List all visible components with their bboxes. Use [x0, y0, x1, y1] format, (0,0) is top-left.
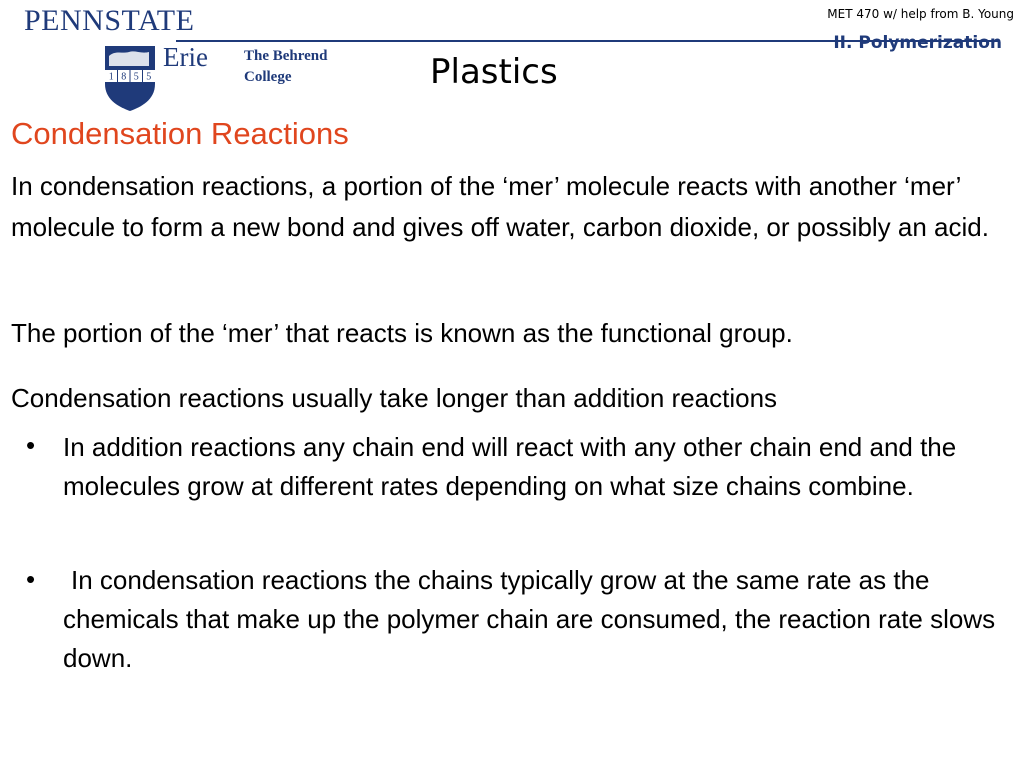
bullet-marker: • [26, 564, 36, 594]
pennstate-logo: PENNSTATE [24, 4, 195, 37]
bullet-item: In addition reactions any chain end will react with any other chain end and the molecules grow at different rates depending on what size chains combine. [63, 432, 957, 501]
paragraph-functional-group: The portion of the ‘mer’ that reacts is known as the functional group. [11, 318, 793, 348]
college-line-1: The Behrend [244, 48, 328, 64]
section-label: II. Polymerization [833, 33, 1002, 53]
shield-digit: 1 [108, 71, 114, 83]
shield-digit: 5 [146, 71, 152, 83]
slide-title: Plastics [430, 52, 558, 92]
shield-digit: 8 [121, 71, 127, 83]
paragraph-intro: In condensation reactions, a portion of the ‘mer’ molecule reacts with another ‘mer’ molecule to form a new bond and gives off water, carbon dioxide, or possibly an acid. [11, 171, 989, 242]
bullet-marker: • [26, 430, 36, 460]
bullet-item: In condensation reactions the chains typically grow at the same rate as the chemicals that make up the polymer chain are consumed, the reaction rate slows down. [63, 565, 996, 673]
shield-digit: 5 [133, 71, 139, 83]
course-label: MET 470 w/ help from B. Young [827, 7, 1014, 21]
paragraph-reaction-speed: Condensation reactions usually take longer than addition reactions [11, 383, 778, 413]
nittany-lion-shield-icon [103, 44, 157, 112]
college-name [244, 46, 328, 88]
college-line-2: College [244, 69, 292, 85]
campus-name: Erie [163, 42, 208, 72]
section-heading: Condensation Reactions [11, 116, 349, 151]
